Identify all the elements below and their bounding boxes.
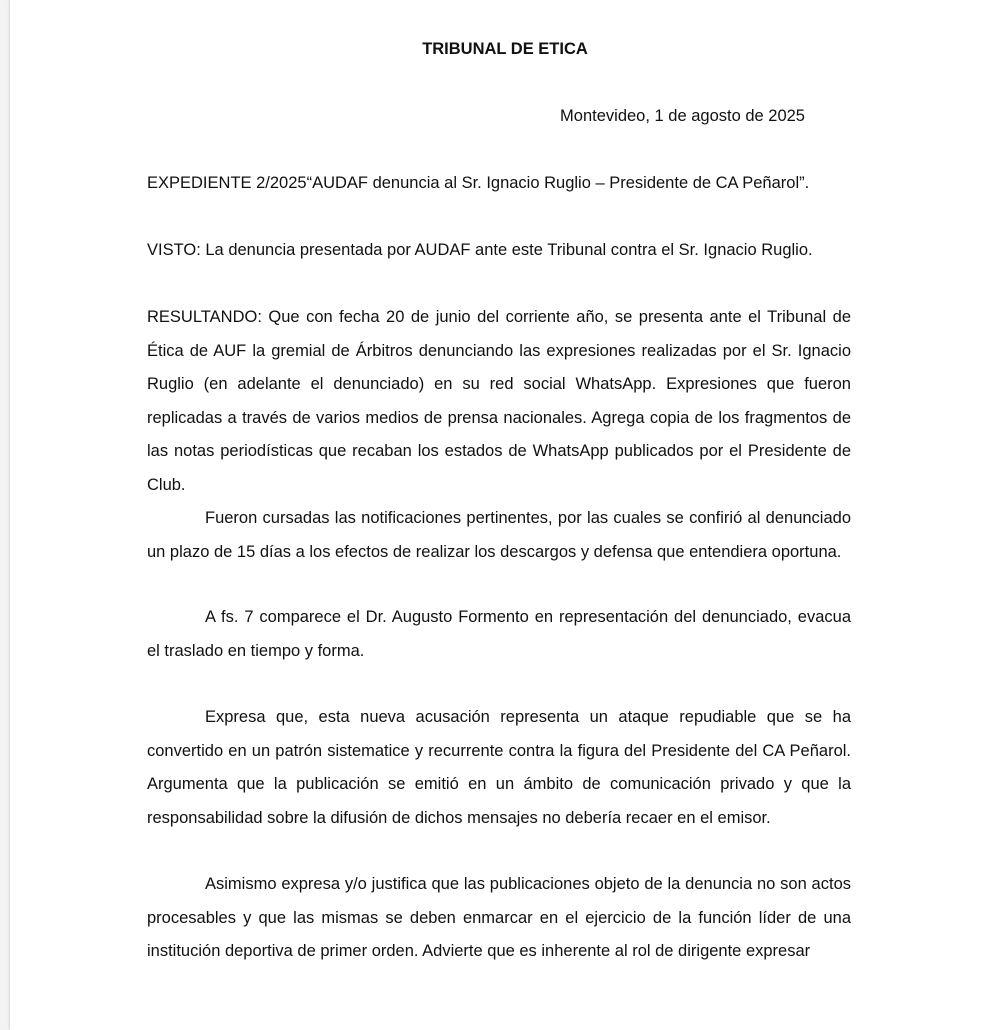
document-date: Montevideo, 1 de agosto de 2025 [560,107,805,125]
comparecencia-paragraph: A fs. 7 comparece el Dr. Augusto Formento en representación del denunciado, evacua el traslado en tiempo y forma. [147,608,851,660]
expresa-paragraph: Expresa que, esta nueva acusación representa un ataque repudiable que se ha convertido en un patrón sistematice y recurrente contra la figura del Presidente del CA Peñarol. Argumenta que la publicación se emitió en un ámbito de comunicación privado y que la responsabilidad sobre la difusión de dichos mensajes no debería recaer en el emisor. [147,708,851,827]
expediente-line: EXPEDIENTE 2/2025“AUDAF denuncia al Sr. Ignacio Ruglio – Presidente de CA Peñarol”. [147,174,810,192]
asimismo-paragraph: Asimismo expresa y/o justifica que las publicaciones objeto de la denuncia no son actos procesables y que las mismas se deben enmarcar en el ejercicio de la función líder de una institución deportiva de primer orden. Advierte que es inherente al rol de dirigente expresar [147,875,851,960]
visto-line: VISTO: La denuncia presentada por AUDAF ante este Tribunal contra el Sr. Ignacio Ruglio. [147,241,813,259]
document-page [10,0,1000,1030]
notificaciones-paragraph: Fueron cursadas las notificaciones pertinentes, por las cuales se confirió al denunciado un plazo de 15 días a los efectos de realizar los descargos y defensa que entendiera oportuna. [147,509,851,561]
document-title: TRIBUNAL DE ETICA [422,40,588,58]
resultando-paragraph: RESULTANDO: Que con fecha 20 de junio del corriente año, se presenta ante el Tribunal de Ética de AUF la gremial de Árbitros denunciando las expresiones realizadas por el Sr. Ignacio Ruglio (en adelante el denunciado) en su red social WhatsApp. Expresiones que fueron replicadas a través de varios medios de prensa nacionales. Agrega copia de los fragmentos de las notas periodísticas que recaban los estados de WhatsApp publicados por el Presidente de Club. [147,308,851,494]
